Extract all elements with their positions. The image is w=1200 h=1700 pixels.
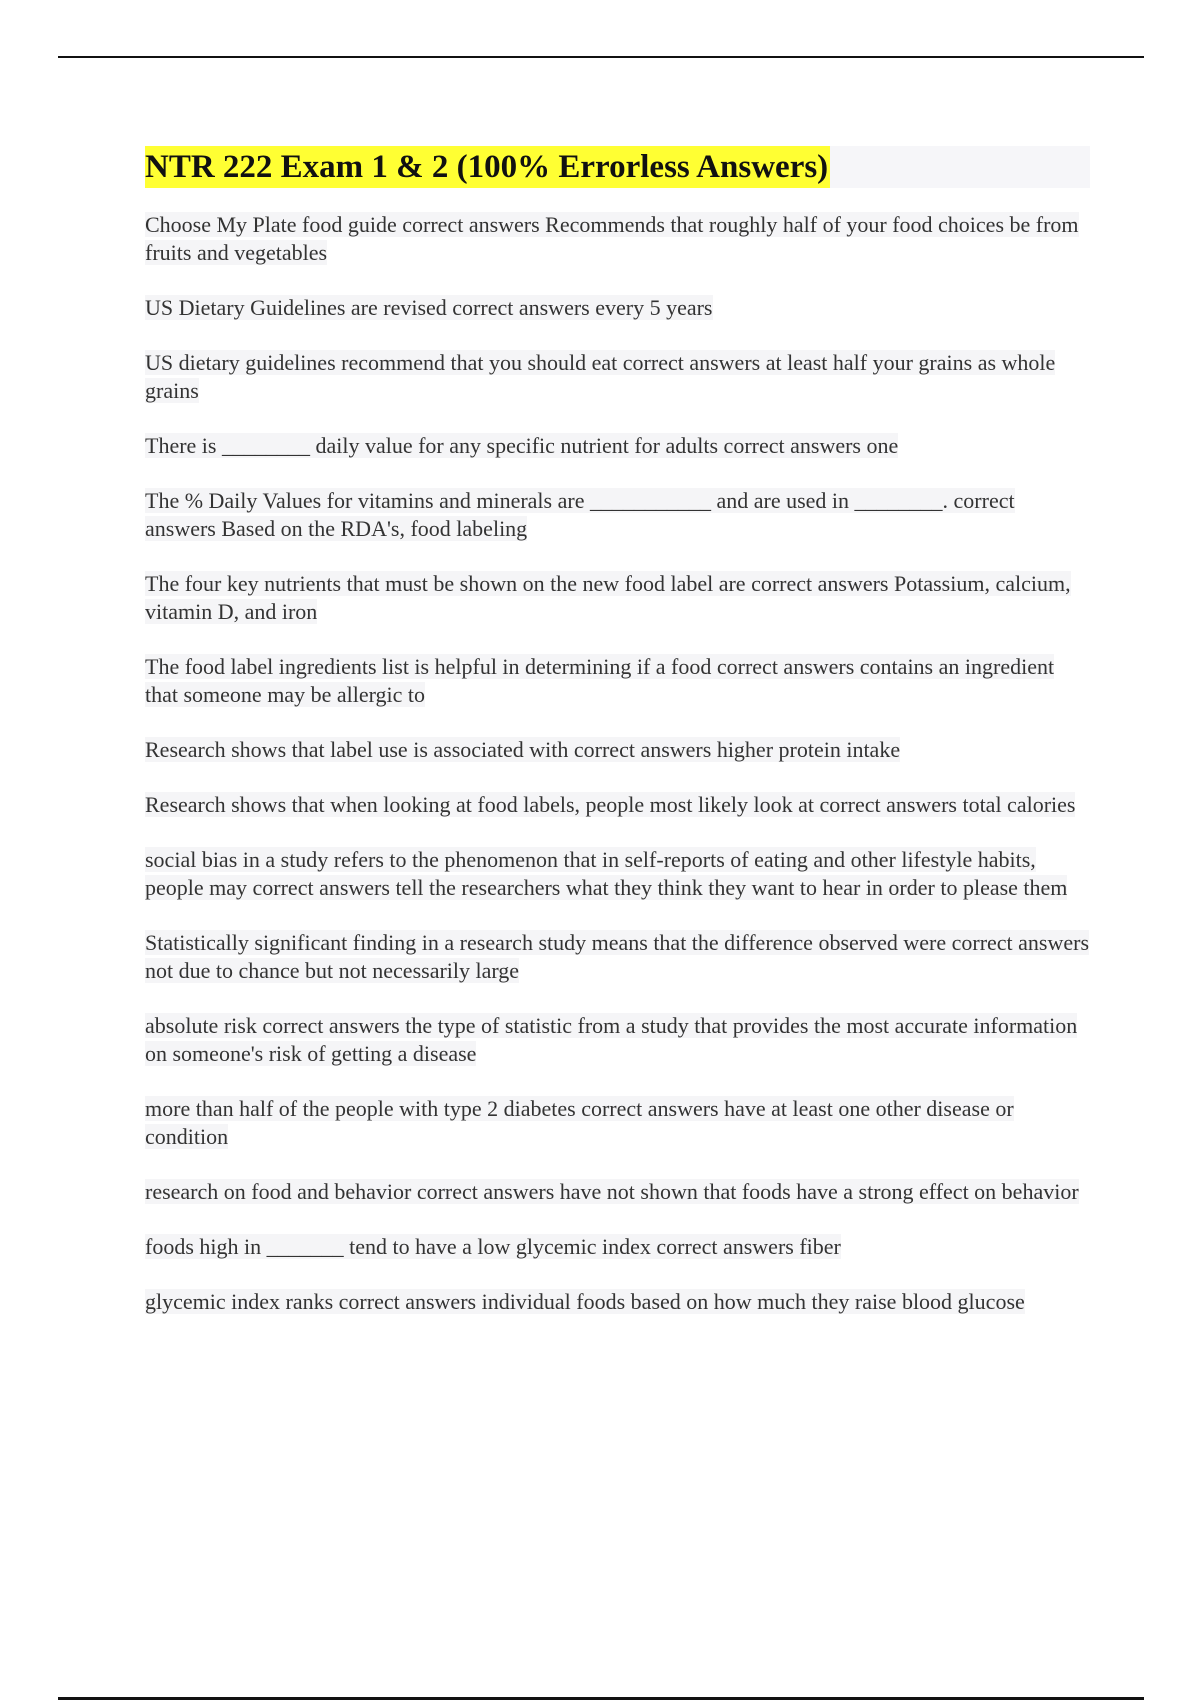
qa-text: Research shows that when looking at food labels, people most likely look at correct answers total calories: [145, 792, 1076, 817]
qa-text: The % Daily Values for vitamins and minerals are ___________ and are used in ________. correct answers Based on the RDA's, food labeling: [145, 488, 1015, 541]
qa-text: glycemic index ranks correct answers individual foods based on how much they raise blood glucose: [145, 1289, 1025, 1314]
qa-text: more than half of the people with type 2 diabetes correct answers have at least one other disease or condition: [145, 1096, 1014, 1149]
qa-text: foods high in _______ tend to have a low glycemic index correct answers fiber: [145, 1234, 841, 1259]
qa-item: [145, 570, 1090, 626]
qa-text: Statistically significant finding in a research study means that the difference observed were correct answers not due to chance but not necessarily large: [145, 930, 1090, 983]
qa-item: [145, 1233, 1090, 1261]
qa-text: US dietary guidelines recommend that you should eat correct answers at least half your grains as whole grains: [145, 350, 1056, 403]
qa-item: [145, 736, 1090, 764]
title-bar: [145, 146, 1090, 188]
qa-item: [145, 1288, 1090, 1316]
qa-text: There is ________ daily value for any specific nutrient for adults correct answers one: [145, 433, 899, 458]
qa-item: [145, 1178, 1090, 1206]
qa-item: [145, 1012, 1090, 1068]
qa-item: [145, 432, 1090, 460]
qa-item: [145, 294, 1090, 322]
qa-item: [145, 846, 1090, 902]
qa-text: social bias in a study refers to the phenomenon that in self-reports of eating and other lifestyle habits, people may correct answers tell the researchers what they think they want to hear in order to please them: [145, 847, 1068, 900]
qa-text: research on food and behavior correct answers have not shown that foods have a strong effect on behavior: [145, 1179, 1079, 1204]
qa-item: [145, 487, 1090, 543]
qa-text: Choose My Plate food guide correct answers Recommends that roughly half of your food choices be from fruits and vegetables: [145, 212, 1079, 265]
qa-item: [145, 653, 1090, 709]
qa-text: absolute risk correct answers the type of statistic from a study that provides the most accurate information on someone's risk of getting a disease: [145, 1013, 1078, 1066]
qa-text: Research shows that label use is associated with correct answers higher protein intake: [145, 737, 901, 762]
qa-item: [145, 791, 1090, 819]
qa-item: [145, 349, 1090, 405]
top-rule: [58, 56, 1144, 58]
qa-text: US Dietary Guidelines are revised correct answers every 5 years: [145, 295, 713, 320]
qa-item: [145, 211, 1090, 267]
qa-text: The food label ingredients list is helpful in determining if a food correct answers contains an ingredient that someone may be allergic to: [145, 654, 1055, 707]
qa-text: The four key nutrients that must be shown on the new food label are correct answers Potassium, calcium, vitamin D, and iron: [145, 571, 1071, 624]
document-title: NTR 222 Exam 1 & 2 (100% Errorless Answers): [145, 146, 830, 188]
qa-item: [145, 929, 1090, 985]
document-body: [145, 146, 1090, 1343]
qa-item: [145, 1095, 1090, 1151]
